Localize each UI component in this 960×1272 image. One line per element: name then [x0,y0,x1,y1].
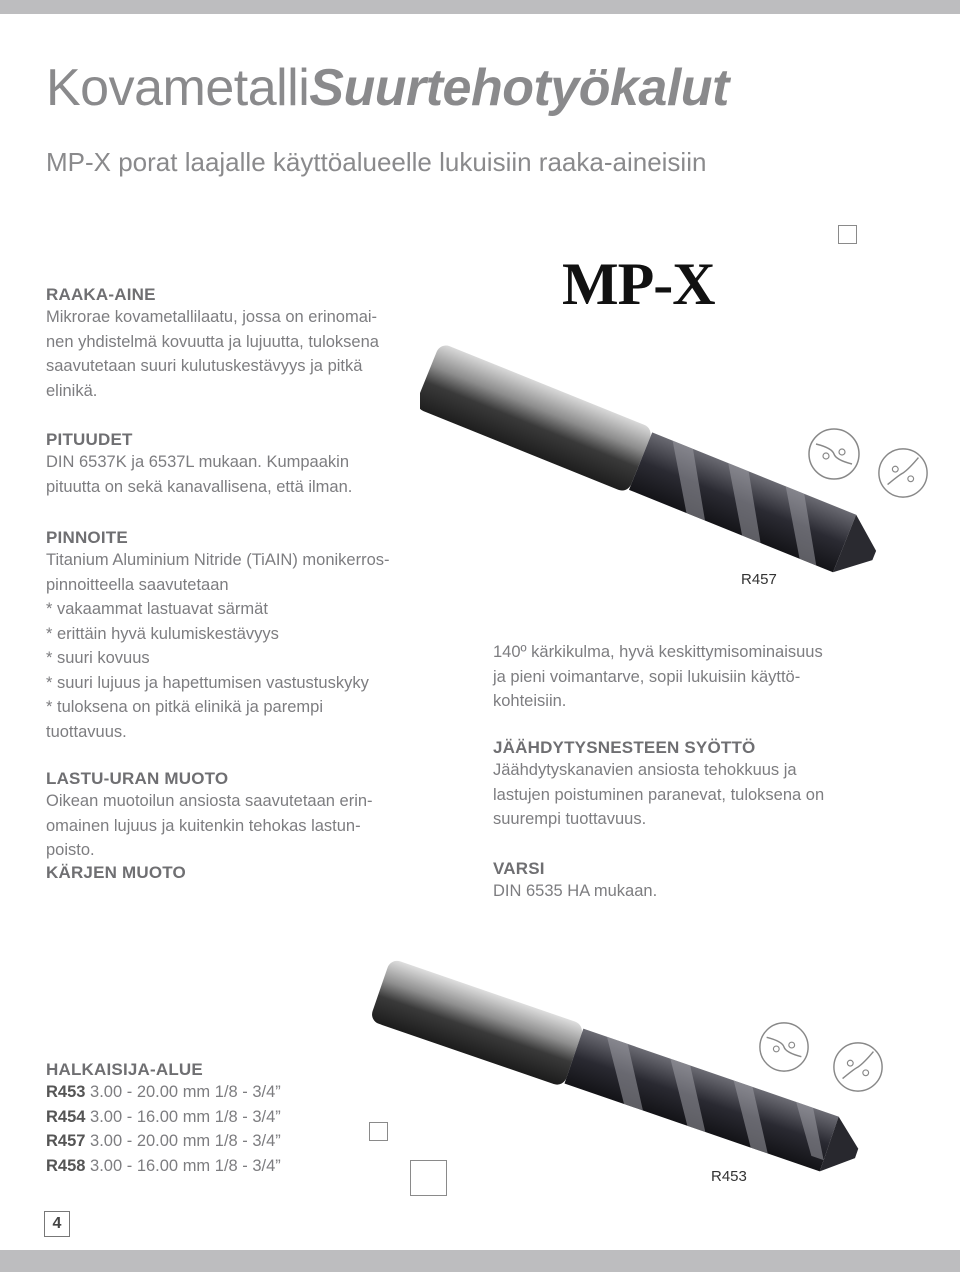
checkbox-square [838,225,857,244]
text-line: Jäähdytyskanavien ansiosta tehokkuus ja [493,761,797,779]
bottom-bar [0,1250,960,1272]
brand-logo: MP-X [562,251,715,317]
text-line: ja pieni voimantarve, sopii lukuisiin käyttö- [493,667,801,686]
page-number: 4 [44,1211,70,1237]
page-title: KovametalliSuurtehotyökalut [46,59,729,117]
section-karki [493,640,913,714]
bullet-item: * suuri lujuus ja hapettumisen vastustuskyky [46,673,369,692]
top-bar [0,0,960,14]
text-line: pinnoitteella saavutetaan [46,575,229,594]
section-pinnoite [46,528,446,744]
section-raaka-aine [46,285,426,403]
section-heading: LASTU-URAN MUOTO [46,769,229,788]
text-line: pituutta on sekä kanavallisena, että ilman. [46,477,353,496]
drill-caption-top: R457 [741,571,777,588]
section-pituudet [46,430,426,499]
text-line: Mikrorae kovametallilaatu, jossa on erinomai- [46,308,378,326]
text-line: saavutetaan suuri kulutuskestävyys ja pitkä [46,357,363,375]
diameter-row: R458 3.00 - 16.00 mm 1/8 - 3/4” [46,1156,281,1175]
section-heading: PITUUDET [46,430,133,449]
text-line: elinikä. [46,381,98,400]
text-line: tuottavuus. [46,722,127,741]
text-line: nen yhdistelmä kovuutta ja lujuutta, tuloksena [46,332,379,351]
text-line: omainen lujuus ja kuitenkin tehokas lastun- [46,816,361,835]
diameter-row: R457 3.00 - 20.00 mm 1/8 - 3/4” [46,1132,281,1150]
page-subtitle: MP-X porat laajalle käyttöalueelle lukuisiin raaka-aineisiin [46,147,707,177]
section-heading: RAAKA-AINE [46,285,156,304]
drill-section-icon [806,426,862,482]
section-heading: JÄÄHDYTYSNESTEEN SYÖTTÖ [493,738,756,757]
section-heading: VARSI [493,859,545,878]
text-line: DIN 6535 HA mukaan. [493,882,658,900]
text-line: Titanium Aluminium Nitride (TiAIN) monikerros- [46,551,390,569]
text-line: Oikean muotoilun ansiosta saavutetaan erin- [46,792,373,810]
bullet-item: * vakaammat lastuavat särmät [46,600,268,618]
bullet-item: * tuloksena on pitkä elinikä ja parempi [46,698,323,716]
text-line: DIN 6537K ja 6537L mukaan. Kumpaakin [46,453,349,471]
bullet-item: * suuri kovuus [46,649,150,667]
text-line: 140º kärkikulma, hyvä keskittymisominaisuus [493,643,823,661]
diameter-row: R454 3.00 - 16.00 mm 1/8 - 3/4” [46,1107,281,1126]
section-lastu-uran [46,769,446,883]
drill-image-r453 [370,945,910,1180]
drill-caption-bottom: R453 [711,1168,747,1185]
section-heading: KÄRJEN MUOTO [46,862,186,882]
drill-section-icon [831,1040,885,1094]
drill-section-icon [876,446,930,500]
section-heading: PINNOITE [46,528,128,547]
section-jaahdytys [493,738,913,832]
text-line: kohteisiin. [493,692,567,710]
drill-section-icon [757,1020,811,1074]
text-line: suurempi tuottavuus. [493,810,647,828]
diameter-row: R453 3.00 - 20.00 mm 1/8 - 3/4” [46,1083,281,1101]
bullet-item: * erittäin hyvä kulumiskestävyys [46,624,279,643]
text-line: lastujen poistuminen paranevat, tuloksena on [493,785,825,804]
section-heading: HALKAISIJA-ALUE [46,1060,203,1079]
section-halkaisija [46,1060,376,1178]
section-varsi [493,859,913,904]
text-line: poisto. [46,841,95,859]
